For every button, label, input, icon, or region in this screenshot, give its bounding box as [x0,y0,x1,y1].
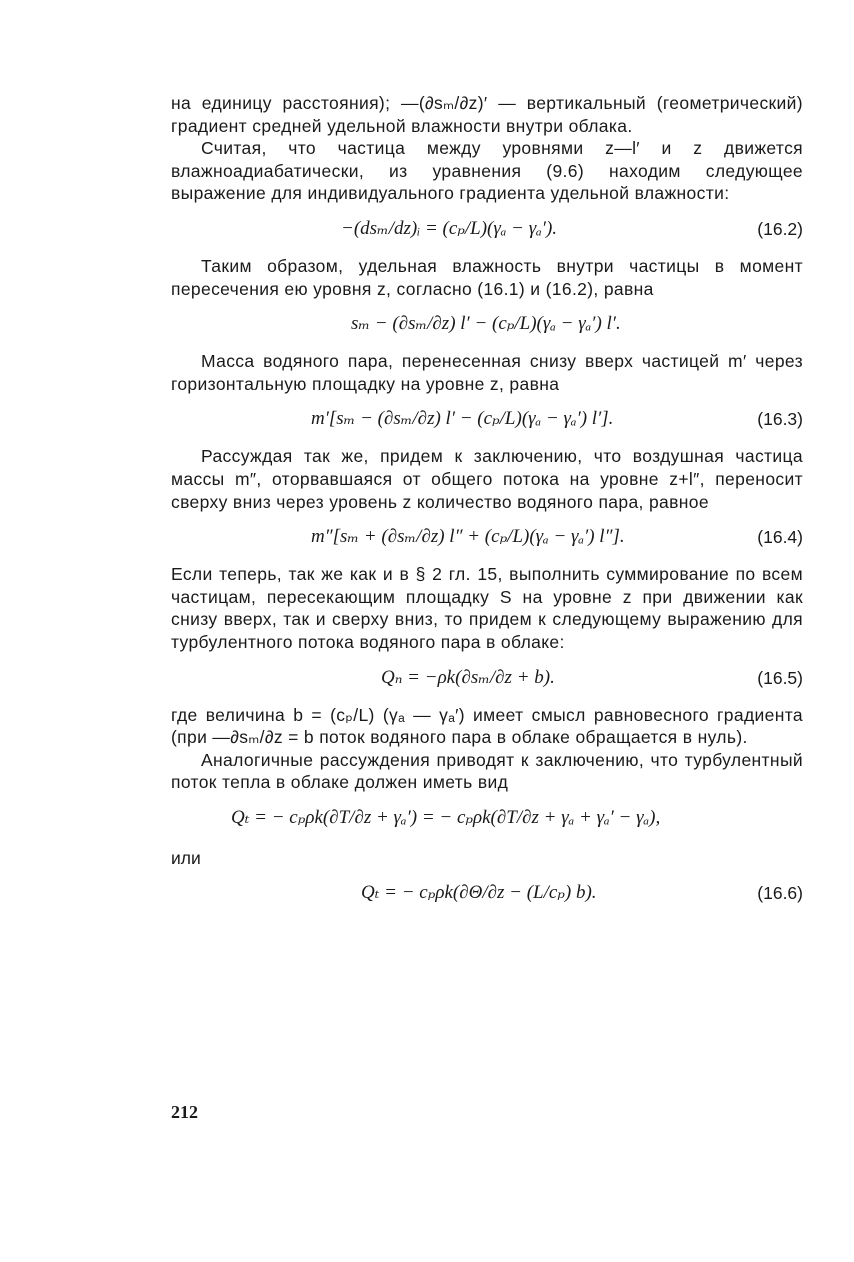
equation-16-6-number: (16.6) [757,882,803,903]
paragraph-2: Считая, что частица между уровнями z—l′ и z движется влажноадиабатически, из уравнения (9.6) находим следующее выражение для индивидуального градиента удельной влажности: [171,138,803,204]
equation-16-3-number: (16.3) [757,409,803,430]
equation-qt-body: Qₜ = − cₚρk(∂T/∂z + γₐ′) = − cₚρk(∂T/∂z + γₐ + γₐ′ − γₐ), [231,806,661,828]
equation-sm [171,300,803,350]
paragraph-8: Аналогичные рассуждения приводят к заключению, что турбулентный поток тепла в облаке должен иметь вид [171,749,803,793]
word-ili: или [171,847,201,868]
equation-16-5-number: (16.5) [757,667,803,688]
equation-16-5-body: Qₙ = −ρk(∂sₘ/∂z + b). [381,666,555,688]
equation-16-4 [171,513,803,563]
paragraph-3: Таким образом, удельная влажность внутри частицы в момент пересечения ею уровня z, согласно (16.1) и (16.2), равна [171,255,803,299]
equation-16-2-body: −(dsₘ/dz)ᵢ = (cₚ/L)(γₐ − γₐ′). [341,217,558,239]
paragraph-4: Масса водяного пара, перенесенная снизу вверх частицей m′ через горизонтальную площадку на уровне z, равна [171,351,803,394]
equation-16-6-body: Qₜ = − cₚρk(∂Θ/∂z − (L/cₚ) b). [361,881,597,903]
paragraph-7: где величина b = (cₚ/L) (γₐ — γₐ′) имеет смысл равновесного градиента (при —∂sₘ/∂z = b поток водяного пара в облаке обращается в нуль). [171,704,803,748]
equation-sm-body: sₘ − (∂sₘ/∂z) l′ − (cₚ/L)(γₐ − γₐ′) l′. [351,313,621,335]
equation-16-5 [171,654,803,704]
equation-16-3 [171,395,803,445]
page-content [171,92,803,919]
equation-16-2 [171,205,803,255]
equation-16-3-body: m′[sₘ − (∂sₘ/∂z) l′ − (cₚ/L)(γₐ − γₐ′) l′]. [311,408,614,430]
paragraph-6: Если теперь, так же как и в § 2 гл. 15, выполнить суммирование по всем частицам, пересекающим площадку S на уровне z при движении как снизу вверх, так и сверху вниз, то придем к следующему выражению для турбулентного потока водяного пара в облаке: [171,564,803,652]
page-number: 212 [171,1102,198,1122]
equation-16-4-number: (16.4) [757,527,803,548]
equation-16-6 [171,869,803,919]
paragraph-5: Рассуждая так же, придем к заключению, что воздушная частица массы m″, оторвавшаяся от общего потока на уровне z+l″, переносит сверху вниз через уровень z количество водяного пара, равное [171,446,803,512]
equation-16-2-number: (16.2) [757,218,803,239]
paragraph-1: на единицу расстояния); —(∂sₘ/∂z)′ — вертикальный (геометрический) градиент средней удельной влажности внутри облака. [171,93,803,136]
equation-16-4-body: m″[sₘ + (∂sₘ/∂z) l″ + (cₚ/L)(γₐ − γₐ′) l″]. [311,526,625,548]
equation-qt [171,794,803,844]
